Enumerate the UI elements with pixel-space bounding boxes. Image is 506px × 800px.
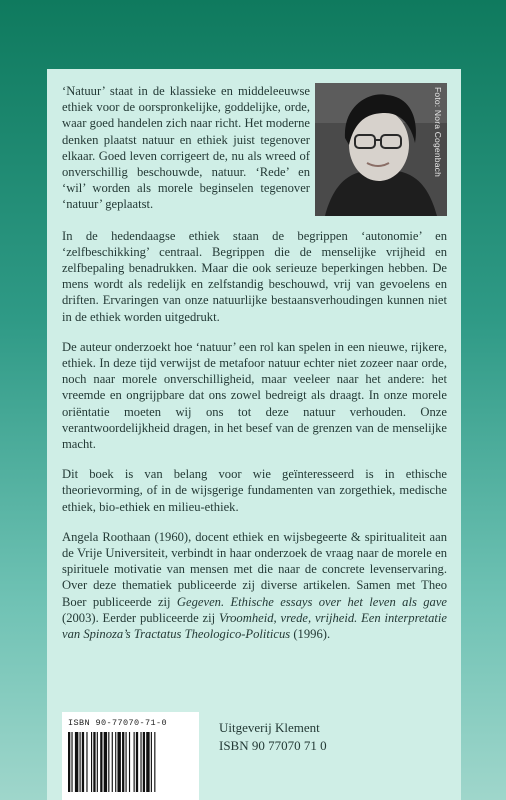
publisher-isbn: ISBN 90 77070 71 0 [219, 738, 327, 753]
intro-section [62, 83, 447, 213]
barcode-bar [129, 732, 130, 792]
barcode-bar [115, 732, 116, 792]
bio-title-gegeven: Gegeven. Ethische essays over het leven als gave [176, 594, 447, 609]
barcode-bar [154, 732, 155, 792]
barcode-bar [86, 732, 87, 792]
barcode-bar [91, 732, 92, 792]
paragraph-nature-ethics: ‘Natuur’ staat in de klassieke en middeleeuwse ethiek voor de oorspronkelijke, goddelijke, orde, waar goed handelen zich naar richt. Het moderne denken plaatst natuur en ethiek juist tegenover elkaar. Goed leven corrigeert de, nu als wreed of onverschillig beschouwde, natuur. ‘Rede’ en ‘wil’ worden als morele beginselen tegenover ‘natuur’ geplaatst. [62, 84, 310, 212]
barcode-bar [75, 732, 78, 792]
photo-credit: Foto: Nora Cogenbach [433, 87, 443, 177]
barcode-bar [126, 732, 127, 792]
paragraph-author-bio [62, 529, 447, 642]
paragraph-autonomy: In de hedendaagse ethiek staan de begrippen ‘autonomie’ en ‘zelfbeschikking’ centraal. Begrippen die de menselijke vrijheid en zelfbepaling benadrukken. Maar die ook serieuze beperkingen hebben. De mens wordt als redelijk en zelfstandig beschouwd, vrij van gevoelens en driften. Ervaringen van onze natuurlijke bestaansverhoudingen kunnen niet in de ethiek worden uitgedrukt. [62, 228, 447, 324]
paragraph-audience: Dit boek is van belang voor wie geïnteresseerd is in ethische theorievorming, of in de wijsgerige fundamenten van zorgethiek, medische ethiek, bio-ethiek en milieu-ethiek. [62, 467, 447, 514]
bio-title-vroomheid: Vroomheid, vrede, vrijheid. Een interpretatie van Spinoza’s Tractatus Theologico-Politicus [62, 610, 448, 642]
bio-text-c: (1996). [290, 627, 331, 642]
cover-footer [62, 712, 448, 800]
barcode-bar [136, 732, 138, 792]
barcode-isbn-label: ISBN 90-77070-71-0 [68, 718, 168, 728]
back-cover-panel [47, 69, 461, 800]
author-photo [315, 83, 447, 216]
barcode-bar [117, 732, 120, 792]
bio-text-b: (2003). Eerder publiceerde zij [62, 610, 219, 625]
barcode [62, 712, 199, 800]
bio-text-a: Angela Roothaan (1960), docent ethiek en wijsbegeerte & spiritualiteit aan de Vrije Universiteit, verbindt in haar onderzoek de vraag naar de morele en spirituele motivatie van mensen met die naar de concrete levenservaring. Over deze thematiek publiceerde zij diverse artikelen. Samen met Theo Boer publiceerde zij [62, 529, 447, 609]
barcode-bar [151, 732, 152, 792]
barcode-bar [80, 732, 81, 792]
barcode-bar [93, 732, 95, 792]
barcode-bar [134, 732, 135, 792]
publisher-info [219, 719, 327, 755]
publisher-name: Uitgeverij Klement [219, 720, 320, 735]
barcode-bar [104, 732, 107, 792]
barcode-bars-icon [68, 732, 193, 794]
barcode-bar [82, 732, 84, 792]
barcode-bar [140, 732, 141, 792]
barcode-bar [146, 732, 149, 792]
barcode-bar [112, 732, 113, 792]
barcode-bar [71, 732, 72, 792]
barcode-bar [68, 732, 70, 792]
barcode-bar [108, 732, 109, 792]
barcode-bar [100, 732, 102, 792]
barcode-bar [122, 732, 124, 792]
barcode-bar [97, 732, 98, 792]
author-portrait-icon [315, 83, 447, 216]
barcode-bar [143, 732, 145, 792]
paragraph-author-research: De auteur onderzoekt hoe ‘natuur’ een rol kan spelen in een nieuwe, rijkere, ethiek. In deze tijd verwijst de metafoor natuur echter niet zozeer naar orde, noch naar morele onverschilligheid, maar veeleer naar het andere: het vreemde en ongrijpbare dat ons zowel bedreigt als draagt. In onze morele oriëntatie moeten wij ons tot deze natuur verhouden. Onze verantwoordelijkheid dragen, in het besef van de grenzen van de menselijke macht. [62, 339, 447, 452]
